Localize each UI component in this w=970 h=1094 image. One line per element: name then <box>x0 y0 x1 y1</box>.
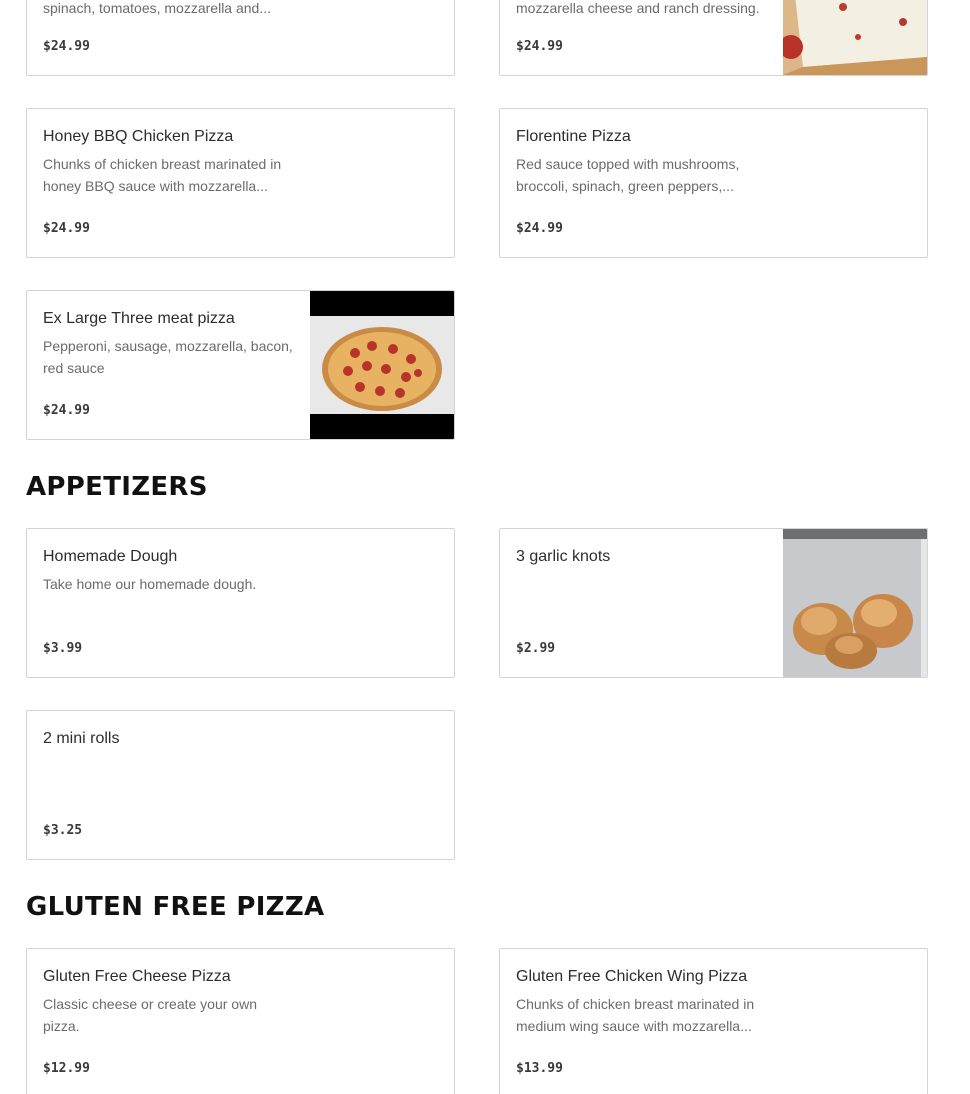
menu-item-card[interactable] <box>26 710 455 860</box>
menu-item-description: Chunks of chicken breast marinated in medium wing sauce with mozzarella... <box>516 996 755 1034</box>
menu-item-card[interactable] <box>26 528 455 678</box>
menu-item-description: Chunks of chicken breast marinated in honey BBQ sauce with mozzarella... <box>43 156 282 194</box>
menu-item-description: Pepperoni, sausage, mozzarella, bacon, red sauce <box>43 338 293 376</box>
menu-item-price: $24.99 <box>516 221 563 236</box>
menu-item-info <box>43 949 295 1094</box>
menu-item-price: $24.99 <box>43 403 90 418</box>
garlic-knots-photo <box>783 529 927 677</box>
menu-item-title: Ex Large Three meat pizza <box>43 310 235 327</box>
menu-item-info <box>516 529 768 677</box>
menu-item-price: $2.99 <box>516 641 556 656</box>
menu-item-card[interactable] <box>499 108 928 258</box>
menu-item-card[interactable] <box>499 0 928 76</box>
menu-item-info <box>43 529 295 677</box>
menu-item-price: $24.99 <box>43 221 90 236</box>
menu-item-card[interactable] <box>26 108 455 258</box>
menu-item-price: $13.99 <box>516 1061 563 1076</box>
menu-item-description: spinach, tomatoes, mozzarella and... <box>43 0 272 16</box>
menu-item-info <box>516 0 768 75</box>
menu-item-info <box>43 291 295 439</box>
menu-item-title: 2 mini rolls <box>43 730 120 747</box>
menu-item-description: Take home our homemade dough. <box>43 576 257 592</box>
menu-item-price: $12.99 <box>43 1061 90 1076</box>
menu-item-card[interactable] <box>499 948 928 1094</box>
section-heading-gluten-free-pizza: GLUTEN FREE PIZZA <box>26 892 325 922</box>
menu-item-description: Red sauce topped with mushrooms, broccoli, spinach, green peppers,... <box>516 156 740 194</box>
menu-item-info <box>43 0 295 75</box>
menu-item-title: 3 garlic knots <box>516 548 611 565</box>
menu-item-price: $3.25 <box>43 823 83 838</box>
pizza-slice-photo <box>783 0 927 75</box>
menu-item-title: Gluten Free Cheese Pizza <box>43 968 231 985</box>
menu-item-title: Honey BBQ Chicken Pizza <box>43 128 234 145</box>
menu-item-description: Classic cheese or create your own pizza. <box>43 996 257 1034</box>
menu-item-title: Florentine Pizza <box>516 128 631 145</box>
section-heading-appetizers: APPETIZERS <box>26 472 208 502</box>
menu-item-title: Homemade Dough <box>43 548 178 565</box>
menu-item-card[interactable] <box>26 0 455 76</box>
menu-item-card[interactable] <box>26 948 455 1094</box>
pepperoni-pizza-photo <box>310 291 454 439</box>
menu-item-info <box>516 109 768 257</box>
menu-item-price: $24.99 <box>43 39 90 54</box>
menu-item-description: mozzarella cheese and ranch dressing. <box>516 0 760 16</box>
menu-item-title: Gluten Free Chicken Wing Pizza <box>516 968 748 985</box>
menu-item-price: $24.99 <box>516 39 563 54</box>
menu-item-card[interactable] <box>499 528 928 678</box>
menu-item-price: $3.99 <box>43 641 83 656</box>
menu-item-info <box>43 109 295 257</box>
menu-item-info <box>516 949 768 1094</box>
menu-item-card[interactable] <box>26 290 455 440</box>
menu-item-info <box>43 711 295 859</box>
